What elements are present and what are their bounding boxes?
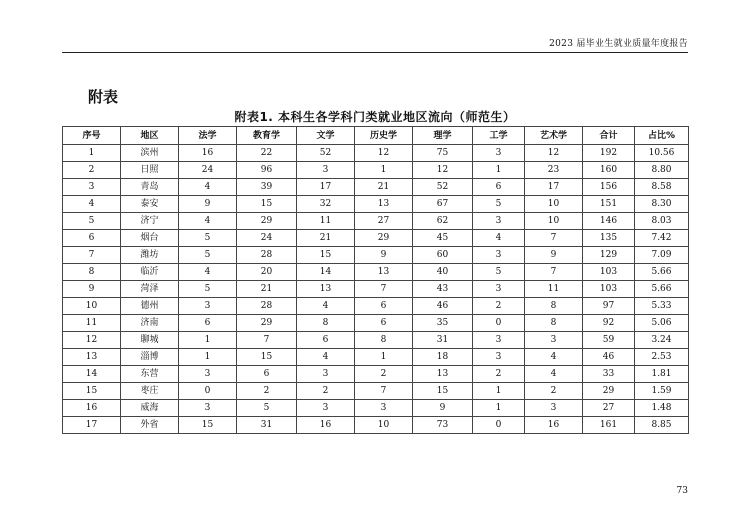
table-cell: 5.33 (635, 298, 689, 315)
table-cell: 7 (355, 383, 413, 400)
table-cell: 29 (237, 213, 297, 230)
table-cell: 8.80 (635, 162, 689, 179)
table-cell: 3 (473, 349, 525, 366)
table-cell: 1 (473, 400, 525, 417)
table-cell: 5.66 (635, 264, 689, 281)
table-cell: 6 (355, 298, 413, 315)
column-header: 工学 (473, 127, 525, 145)
table-cell: 10 (525, 196, 583, 213)
table-cell: 1 (355, 162, 413, 179)
table-cell: 5.06 (635, 315, 689, 332)
table-cell: 14 (297, 264, 355, 281)
table-cell: 13 (413, 366, 473, 383)
table-cell: 18 (413, 349, 473, 366)
table-cell: 75 (413, 145, 473, 162)
table-cell: 10.56 (635, 145, 689, 162)
table-cell: 23 (525, 162, 583, 179)
table-cell: 39 (237, 179, 297, 196)
table-cell: 92 (583, 315, 635, 332)
table-cell: 5 (179, 230, 237, 247)
table-cell: 15 (297, 247, 355, 264)
table-cell: 德州 (121, 298, 179, 315)
table-cell: 16 (297, 417, 355, 434)
table-cell: 3 (297, 162, 355, 179)
table-cell: 1.48 (635, 400, 689, 417)
table-cell: 29 (583, 383, 635, 400)
table-cell: 11 (63, 315, 121, 332)
table-cell: 15 (63, 383, 121, 400)
employment-region-table (62, 126, 689, 434)
column-header: 法学 (179, 127, 237, 145)
table-cell: 28 (237, 247, 297, 264)
table-cell: 10 (525, 213, 583, 230)
table-cell: 3 (525, 332, 583, 349)
table-row (63, 264, 689, 281)
table-cell: 161 (583, 417, 635, 434)
table-cell: 3 (473, 332, 525, 349)
table-cell: 4 (297, 298, 355, 315)
table-cell: 1 (473, 162, 525, 179)
table-cell: 6 (297, 332, 355, 349)
table-cell: 15 (237, 196, 297, 213)
table-cell: 103 (583, 264, 635, 281)
table-cell: 11 (297, 213, 355, 230)
table-cell: 16 (525, 417, 583, 434)
table-cell: 3 (179, 400, 237, 417)
table-title: 附表1. 本科生各学科门类就业地区流向（师范生） (234, 110, 516, 124)
table-cell: 3 (179, 366, 237, 383)
table-cell: 6 (237, 366, 297, 383)
table-cell: 10 (63, 298, 121, 315)
table-cell: 3 (297, 366, 355, 383)
column-header: 理学 (413, 127, 473, 145)
table-cell: 24 (237, 230, 297, 247)
table-row (63, 213, 689, 230)
table-cell: 3 (473, 213, 525, 230)
table-cell: 2 (473, 366, 525, 383)
table-cell: 3 (525, 400, 583, 417)
table-cell: 3 (355, 400, 413, 417)
table-cell: 46 (583, 349, 635, 366)
table-cell: 0 (473, 417, 525, 434)
table-cell: 3 (297, 400, 355, 417)
table-cell: 4 (473, 230, 525, 247)
table-cell: 62 (413, 213, 473, 230)
table-cell: 5 (63, 213, 121, 230)
table-cell: 枣庄 (121, 383, 179, 400)
table-cell: 67 (413, 196, 473, 213)
column-header: 历史学 (355, 127, 413, 145)
table-row (63, 417, 689, 434)
table-cell: 6 (179, 315, 237, 332)
table-cell: 2.53 (635, 349, 689, 366)
table-cell: 146 (583, 213, 635, 230)
table-cell: 12 (63, 332, 121, 349)
table-cell: 29 (237, 315, 297, 332)
table-cell: 8 (63, 264, 121, 281)
table-cell: 威海 (121, 400, 179, 417)
table-cell: 潍坊 (121, 247, 179, 264)
table-cell: 滨州 (121, 145, 179, 162)
table-cell: 17 (297, 179, 355, 196)
table-cell: 7 (63, 247, 121, 264)
table-cell: 22 (237, 145, 297, 162)
table-cell: 7 (525, 264, 583, 281)
table-cell: 192 (583, 145, 635, 162)
table-cell: 12 (413, 162, 473, 179)
table-cell: 2 (297, 383, 355, 400)
header-divider (62, 52, 688, 53)
table-cell: 21 (355, 179, 413, 196)
table-cell: 5 (179, 281, 237, 298)
table-row (63, 332, 689, 349)
table-cell: 21 (297, 230, 355, 247)
table-cell: 7.42 (635, 230, 689, 247)
page-number: 73 (676, 486, 688, 496)
table-cell: 4 (525, 366, 583, 383)
table-cell: 12 (355, 145, 413, 162)
table-row (63, 247, 689, 264)
table-cell: 0 (473, 315, 525, 332)
table-cell: 9 (355, 247, 413, 264)
table-row (63, 281, 689, 298)
table-cell: 73 (413, 417, 473, 434)
table-cell: 1 (63, 145, 121, 162)
table-cell: 13 (355, 196, 413, 213)
table-cell: 1 (355, 349, 413, 366)
table-cell: 9 (63, 281, 121, 298)
table-cell: 1 (179, 349, 237, 366)
table-row (63, 315, 689, 332)
table-cell: 17 (525, 179, 583, 196)
table-cell: 27 (583, 400, 635, 417)
table-cell: 103 (583, 281, 635, 298)
table-cell: 4 (179, 213, 237, 230)
table-cell: 4 (179, 179, 237, 196)
table-cell: 8.30 (635, 196, 689, 213)
table-cell: 160 (583, 162, 635, 179)
table-cell: 1 (473, 383, 525, 400)
table-cell: 17 (63, 417, 121, 434)
table-cell: 4 (179, 264, 237, 281)
column-header: 地区 (121, 127, 179, 145)
table-row (63, 179, 689, 196)
table-row (63, 400, 689, 417)
table-cell: 临沂 (121, 264, 179, 281)
table-cell: 9 (413, 400, 473, 417)
table-row (63, 349, 689, 366)
table-cell: 0 (179, 383, 237, 400)
column-header: 合计 (583, 127, 635, 145)
table-cell: 2 (473, 298, 525, 315)
table-cell: 21 (237, 281, 297, 298)
table-cell: 15 (179, 417, 237, 434)
table-cell: 33 (583, 366, 635, 383)
table-cell: 3 (63, 179, 121, 196)
table-cell: 20 (237, 264, 297, 281)
table-cell: 60 (413, 247, 473, 264)
table-cell: 40 (413, 264, 473, 281)
table-cell: 6 (63, 230, 121, 247)
table-cell: 31 (237, 417, 297, 434)
table-cell: 8 (525, 315, 583, 332)
table-cell: 5 (473, 196, 525, 213)
report-header: 2023 届毕业生就业质量年度报告 (549, 39, 688, 49)
table-cell: 烟台 (121, 230, 179, 247)
table-cell: 11 (525, 281, 583, 298)
table-cell: 3.24 (635, 332, 689, 349)
table-cell: 129 (583, 247, 635, 264)
table-cell: 5 (473, 264, 525, 281)
table-cell: 淄博 (121, 349, 179, 366)
table-cell: 1.81 (635, 366, 689, 383)
table-cell: 1 (179, 332, 237, 349)
table-cell: 3 (473, 247, 525, 264)
table-cell: 29 (355, 230, 413, 247)
column-header: 文学 (297, 127, 355, 145)
table-row (63, 366, 689, 383)
table-cell: 4 (297, 349, 355, 366)
table-cell: 7 (355, 281, 413, 298)
table-cell: 13 (63, 349, 121, 366)
table-cell: 聊城 (121, 332, 179, 349)
table-cell: 27 (355, 213, 413, 230)
table-cell: 2 (237, 383, 297, 400)
table-cell: 59 (583, 332, 635, 349)
table-cell: 32 (297, 196, 355, 213)
column-header: 艺术学 (525, 127, 583, 145)
table-cell: 12 (525, 145, 583, 162)
table-row (63, 145, 689, 162)
table-cell: 5.66 (635, 281, 689, 298)
table-cell: 4 (63, 196, 121, 213)
table-cell: 2 (525, 383, 583, 400)
table-cell: 4 (525, 349, 583, 366)
column-header: 教育学 (237, 127, 297, 145)
table-cell: 3 (473, 145, 525, 162)
table-cell: 13 (355, 264, 413, 281)
table-cell: 6 (355, 315, 413, 332)
table-header-row (63, 127, 689, 145)
table-cell: 外省 (121, 417, 179, 434)
table-cell: 135 (583, 230, 635, 247)
table-cell: 8 (297, 315, 355, 332)
table-cell: 31 (413, 332, 473, 349)
table-cell: 济南 (121, 315, 179, 332)
table-cell: 13 (297, 281, 355, 298)
table-cell: 1.59 (635, 383, 689, 400)
table-cell: 97 (583, 298, 635, 315)
table-cell: 45 (413, 230, 473, 247)
table-row (63, 162, 689, 179)
table-cell: 泰安 (121, 196, 179, 213)
table-cell: 8.03 (635, 213, 689, 230)
table-row (63, 298, 689, 315)
table-cell: 16 (63, 400, 121, 417)
table-cell: 9 (525, 247, 583, 264)
table-cell: 96 (237, 162, 297, 179)
table-cell: 15 (413, 383, 473, 400)
table-cell: 济宁 (121, 213, 179, 230)
table-cell: 46 (413, 298, 473, 315)
table-cell: 2 (63, 162, 121, 179)
table-cell: 7 (525, 230, 583, 247)
table-cell: 43 (413, 281, 473, 298)
table-cell: 7.09 (635, 247, 689, 264)
table-cell: 52 (297, 145, 355, 162)
table-cell: 5 (179, 247, 237, 264)
table-row (63, 196, 689, 213)
appendix-heading: 附表 (88, 88, 119, 106)
table-cell: 2 (355, 366, 413, 383)
table-cell: 9 (179, 196, 237, 213)
table-cell: 菏泽 (121, 281, 179, 298)
table-cell: 东营 (121, 366, 179, 383)
table-cell: 日照 (121, 162, 179, 179)
table-cell: 5 (237, 400, 297, 417)
table-cell: 14 (63, 366, 121, 383)
table-cell: 7 (237, 332, 297, 349)
table-cell: 52 (413, 179, 473, 196)
table-cell: 8 (525, 298, 583, 315)
table-cell: 8 (355, 332, 413, 349)
table-cell: 15 (237, 349, 297, 366)
table-cell: 151 (583, 196, 635, 213)
table-cell: 6 (473, 179, 525, 196)
table-cell: 3 (179, 298, 237, 315)
column-header: 序号 (63, 127, 121, 145)
table-cell: 16 (179, 145, 237, 162)
table-cell: 青岛 (121, 179, 179, 196)
table-cell: 35 (413, 315, 473, 332)
table-row (63, 230, 689, 247)
table-cell: 28 (237, 298, 297, 315)
table-cell: 10 (355, 417, 413, 434)
table-row (63, 383, 689, 400)
table-cell: 8.85 (635, 417, 689, 434)
table-cell: 3 (473, 281, 525, 298)
table-cell: 156 (583, 179, 635, 196)
table-cell: 24 (179, 162, 237, 179)
table-cell: 8.58 (635, 179, 689, 196)
column-header: 占比% (635, 127, 689, 145)
